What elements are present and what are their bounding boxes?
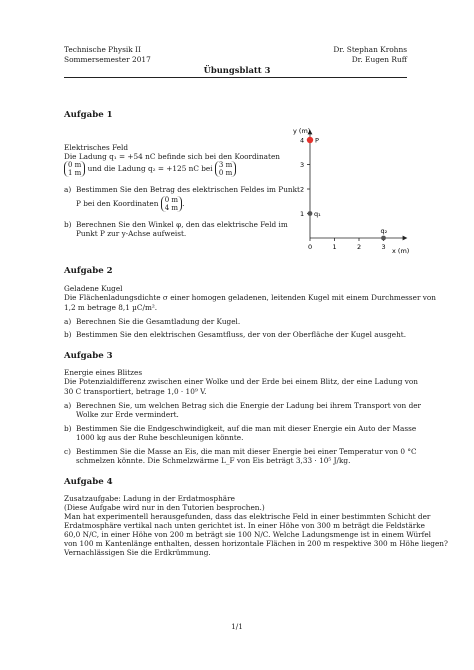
author-1: Dr. Stephan Krohns <box>333 45 407 54</box>
point-label: q₂ <box>380 227 388 235</box>
point-marker <box>307 137 313 143</box>
y-tick-label: 3 <box>300 161 305 169</box>
x-tick-label: 2 <box>357 243 362 251</box>
task4-topic: Zusatzaufgabe: Ladung in der Erdatmosphäre <box>64 494 235 503</box>
task4-line1: Man hat experimentell herausgefunden, dass das elektrische Feld in einer bestimmten Schicht der <box>64 512 431 521</box>
task4-note: (Diese Aufgabe wird nur in den Tutorien besprochen.) <box>64 503 265 512</box>
task2-heading: Aufgabe 2 <box>64 266 113 276</box>
task3-line2: 30 C transportiert, betrage 1,0 · 10⁹ V. <box>64 387 207 396</box>
sheet-title: Übungsblatt 3 <box>203 65 271 75</box>
task4-line5: Vernachlässigen Sie die Erdkrümmung. <box>64 548 211 557</box>
task1-heading: Aufgabe 1 <box>64 110 113 120</box>
task1-mid-text: und die Ladung q₂ = +125 nC bei <box>87 164 213 173</box>
point-label: q₁ <box>314 210 321 218</box>
task1-line1: Die Ladung q₁ = +54 nC befinde sich bei den Koordinaten <box>64 152 280 161</box>
point-marker <box>381 236 386 241</box>
task1-topic: Elektrisches Feld <box>64 143 129 152</box>
coordinate-vector-q2: 3 m 0 m <box>215 161 236 177</box>
task2-line1: Die Flächenladungsdichte σ einer homogen geladenen, leitenden Kugel mit einem Durchmesser von <box>64 293 436 302</box>
task3-item-c: c) Bestimmen Sie die Masse an Eis, die man mit dieser Energie bei einer Temperatur von 0 °C <box>64 447 417 456</box>
task3-line1: Die Potenzialdifferenz zwischen einer Wolke und der Erde bei einem Blitz, der eine Ladung von <box>64 377 418 386</box>
task4-line3: 60,0 N/C, in einer Höhe von 200 m beträgt sie 100 N/C. Welche Ladungsmenge ist in einem Würfel <box>64 530 432 539</box>
task3-item-c-cont: schmelzen könnte. Die Schmelzwärme L_F von Eis beträgt 3,33 · 10⁵ J/kg. <box>76 456 351 465</box>
y-tick-label: 2 <box>300 185 305 194</box>
course-name: Technische Physik II <box>64 45 141 54</box>
task4-line2: Erdatmosphäre vertikal nach unten gerichtet ist. In einer Höhe von 300 m beträgt die Feldstärke <box>64 521 425 530</box>
task2-item-a: a) Berechnen Sie die Gesamtladung der Kugel. <box>64 317 241 326</box>
task2-item-b: b) Bestimmen Sie den elektrischen Gesamtfluss, der von der Oberfläche der Kugel ausgeht. <box>64 330 407 339</box>
task3-item-b-cont: 1000 kg aus der Ruhe beschleunigen könnte. <box>76 433 244 442</box>
task1-item-b: b) Berechnen Sie den Winkel φ, den das elektrische Feld im <box>64 220 288 229</box>
semester: Sommersemester 2017 <box>64 55 151 64</box>
coordinate-vector-q1: 0 m 1 m <box>64 161 85 177</box>
task1-line2 <box>64 161 236 177</box>
header-rule <box>64 77 407 78</box>
coordinate-plot <box>283 122 413 262</box>
point-label: P <box>315 136 319 145</box>
x-tick-label: 1 <box>332 243 337 251</box>
author-2: Dr. Eugen Ruff <box>351 55 407 64</box>
task1-item-a-cont: P bei den Koordinaten 0 m 4 m . <box>76 196 185 212</box>
x-axis-label: x (m) <box>392 247 410 255</box>
point-marker <box>308 211 313 216</box>
y-axis-label: y (m) <box>293 127 311 135</box>
task2-topic: Geladene Kugel <box>64 284 123 293</box>
task4-line4: von 100 m Kantenlänge enthalten, dessen horizontale Flächen in 200 m respektive 300 m Höhe liegen? <box>64 539 448 548</box>
task1-item-b-cont: Punkt P zur y-Achse aufweist. <box>76 229 187 238</box>
task3-item-a: a) Berechnen Sie, um welchen Betrag sich die Energie der Ladung bei ihrem Transport von der <box>64 401 422 410</box>
task2-line2: 1,2 m betrage 8,1 µC/m². <box>64 303 158 312</box>
task4-heading: Aufgabe 4 <box>64 477 113 487</box>
task3-heading: Aufgabe 3 <box>64 351 113 361</box>
y-tick-label: 4 <box>300 136 305 145</box>
y-tick-label: 1 <box>300 210 305 218</box>
task1-item-a: a) Bestimmen Sie den Betrag des elektrischen Feldes im Punkt <box>64 185 300 194</box>
task3-topic: Energie eines Blitzes <box>64 368 143 377</box>
page-number: 1/1 <box>231 622 243 631</box>
task3-item-b: b) Bestimmen Sie die Endgeschwindigkeit, auf die man mit dieser Energie ein Auto der Masse <box>64 424 417 433</box>
x-tick-label: 0 <box>308 243 313 251</box>
coordinate-vector-p: 0 m 4 m <box>161 196 182 212</box>
x-tick-label: 3 <box>381 243 386 251</box>
task3-item-a-cont: Wolke zur Erde vermindert. <box>76 410 179 419</box>
